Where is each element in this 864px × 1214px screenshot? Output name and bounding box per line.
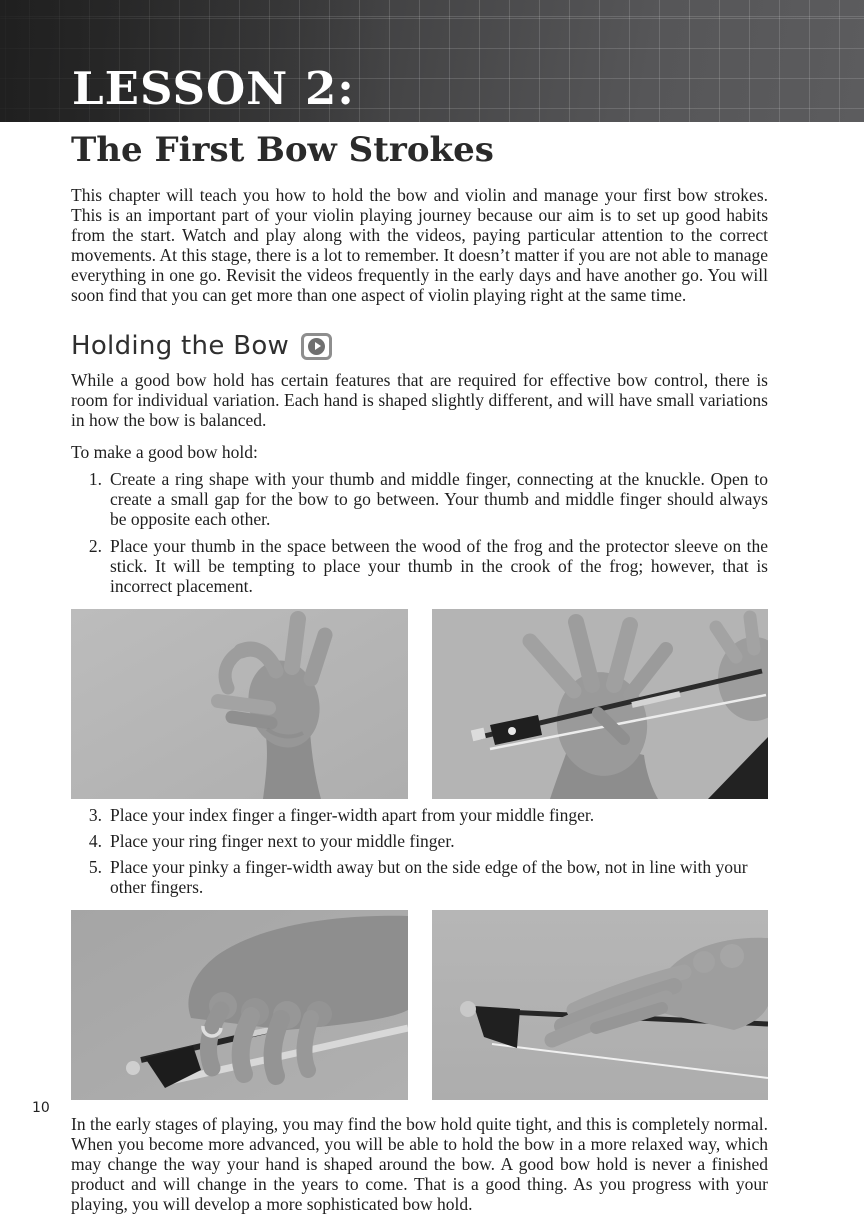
step-text: Place your thumb in the space between the wood of the frog and the protector sleeve on the stick. It will be tempting to place your thumb in the crook of the frog; however, that is incorrect placement. [110, 536, 768, 596]
list-lead-text: To make a good bow hold: [71, 442, 258, 462]
section-intro-paragraph: While a good bow hold has certain features that are required for effective bow control, there is room for individual variation. Each hand is shaped slightly different, and will have small variations in how the bow is balanced. [71, 370, 768, 430]
list-item [71, 805, 768, 825]
photo-row-2 [71, 910, 768, 1100]
chapter-intro-paragraph: This chapter will teach you how to hold the bow and violin and manage your first bow strokes. This is an important part of your violin playing journey because our aim is to set up good habits from the start. Watch and play along with the videos, paying particular attention to the correct movements. At this stage, there is a lot to remember. It doesn’t matter if you are not able to manage everything in one go. Revisit the videos frequently in the early days and have another go. You will soon find that you can get more than one aspect of violin playing right at the same time. [71, 185, 768, 305]
video-play-icon [301, 333, 332, 360]
step-text: Place your index finger a finger-width apart from your middle finger. [110, 805, 595, 825]
video-play-icon-triangle [315, 342, 321, 350]
closing-paragraph: In the early stages of playing, you may find the bow hold quite tight, and this is completely normal. When you become more advanced, you will be able to hold the bow in a more relaxed way, which may change the way your hand is shaped around the bow. A good bow hold is never a finished product and will change in the years to come. That is a good thing. As you progress with your playing, you will develop a more sophisticated bow hold. [71, 1114, 768, 1214]
lesson-header-band [0, 0, 864, 122]
step-number: 2. [88, 536, 102, 556]
list-item [71, 831, 768, 851]
list-item [71, 469, 768, 529]
page-number: 10 [32, 1100, 50, 1116]
step-number: 1. [88, 469, 102, 489]
step-text: Create a ring shape with your thumb and middle finger, connecting at the knuckle. Open to create a small gap for the bow to go between. Your thumb and middle finger should always be opposite each other. [110, 469, 768, 529]
list-item [71, 857, 768, 897]
bow-hold-steps-3-5 [71, 805, 768, 897]
bow-hold-steps-1-2 [71, 469, 768, 596]
step-number: 5. [88, 857, 102, 877]
step-text: Place your ring finger next to your middle finger. [110, 831, 455, 851]
video-play-icon-circle [308, 338, 325, 355]
section-heading-row [71, 330, 768, 362]
hand-ring-shape-photo [71, 609, 408, 799]
step-number: 4. [88, 831, 102, 851]
photo-row-1 [71, 609, 768, 799]
page-content [71, 129, 768, 1214]
list-item [71, 536, 768, 596]
bow-hold-side-view-photo [432, 910, 768, 1100]
page-title: The First Bow Strokes [71, 130, 494, 170]
thumb-placement-photo [432, 609, 768, 799]
step-number: 3. [88, 805, 102, 825]
step-text: Place your pinky a finger-width away but on the side edge of the bow, not in line with your other fingers. [110, 857, 748, 897]
section-heading: Holding the Bow [71, 331, 290, 361]
lesson-label: LESSON 2: [72, 62, 355, 115]
bow-hold-top-view-photo [71, 910, 408, 1100]
